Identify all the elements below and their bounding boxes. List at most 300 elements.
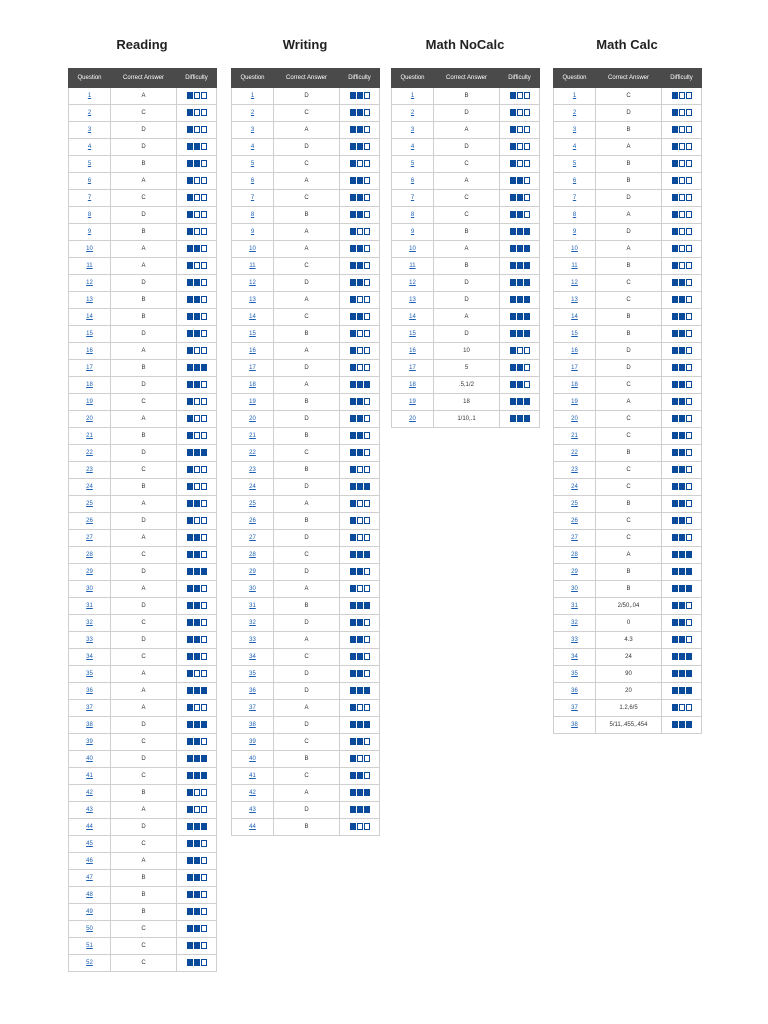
table-row: [69, 632, 217, 649]
question-link[interactable]: 20: [571, 416, 578, 422]
question-link[interactable]: 17: [409, 365, 416, 371]
difficulty-square-empty-icon: [194, 415, 200, 422]
difficulty-square-empty-icon: [201, 585, 207, 592]
question-link[interactable]: 4: [572, 144, 577, 150]
question-link[interactable]: 16: [409, 348, 416, 354]
difficulty-square-empty-icon: [524, 381, 530, 388]
question-cell: [232, 581, 274, 598]
question-link[interactable]: 7: [250, 195, 255, 201]
question-link[interactable]: 20: [409, 416, 416, 422]
question-link[interactable]: 10: [571, 246, 578, 252]
question-link[interactable]: 38: [571, 722, 578, 728]
question-link[interactable]: 38: [249, 722, 256, 728]
question-link[interactable]: 21: [571, 433, 578, 439]
question-link[interactable]: 46: [86, 858, 93, 864]
question-link[interactable]: 17: [571, 365, 578, 371]
difficulty-square-empty-icon: [364, 194, 370, 201]
difficulty-cell: [340, 190, 380, 207]
question-link[interactable]: 30: [249, 586, 256, 592]
difficulty-square-filled-icon: [350, 721, 356, 728]
question-link[interactable]: 41: [249, 773, 256, 779]
difficulty-meter: [187, 500, 207, 507]
answer-cell: C: [596, 462, 662, 479]
question-cell: [232, 105, 274, 122]
question-link[interactable]: 36: [571, 688, 578, 694]
question-link[interactable]: 28: [571, 552, 578, 558]
table-row: [69, 683, 217, 700]
question-cell: [69, 632, 111, 649]
table-row: [232, 632, 380, 649]
question-link[interactable]: 38: [86, 722, 93, 728]
answer-cell: C: [111, 394, 177, 411]
question-link[interactable]: 15: [409, 331, 416, 337]
difficulty-square-filled-icon: [350, 347, 356, 354]
question-link[interactable]: 35: [86, 671, 93, 677]
difficulty-square-filled-icon: [350, 432, 356, 439]
difficulty-square-filled-icon: [517, 245, 523, 252]
answer-cell: B: [596, 156, 662, 173]
question-link[interactable]: 8: [87, 212, 92, 218]
question-link[interactable]: 12: [409, 280, 416, 286]
difficulty-square-empty-icon: [357, 823, 363, 830]
difficulty-meter: [187, 908, 207, 915]
difficulty-meter: [350, 636, 370, 643]
table-row: [554, 581, 702, 598]
table-row: [69, 122, 217, 139]
question-link[interactable]: 8: [410, 212, 415, 218]
question-link[interactable]: 11: [249, 263, 256, 269]
difficulty-cell: [662, 581, 702, 598]
question-link[interactable]: 25: [86, 501, 93, 507]
table-row: [69, 751, 217, 768]
question-link[interactable]: 10: [249, 246, 256, 252]
difficulty-cell: [662, 207, 702, 224]
difficulty-square-filled-icon: [187, 381, 193, 388]
question-link[interactable]: 1: [250, 93, 255, 99]
difficulty-cell: [662, 122, 702, 139]
question-link[interactable]: 30: [86, 586, 93, 592]
difficulty-square-filled-icon: [187, 534, 193, 541]
question-link[interactable]: 37: [86, 705, 93, 711]
difficulty-meter: [672, 177, 692, 184]
difficulty-square-empty-icon: [517, 126, 523, 133]
difficulty-square-filled-icon: [679, 381, 685, 388]
question-link[interactable]: 18: [409, 382, 416, 388]
table-row: [392, 360, 540, 377]
question-link[interactable]: 9: [250, 229, 255, 235]
answer-cell: 1/10,.1: [434, 411, 500, 428]
question-link[interactable]: 19: [249, 399, 256, 405]
answer-cell: A: [274, 785, 340, 802]
table-row: [69, 292, 217, 309]
difficulty-meter: [510, 143, 530, 150]
question-link[interactable]: 17: [86, 365, 93, 371]
difficulty-cell: [500, 122, 540, 139]
answer-cell: B: [274, 819, 340, 836]
difficulty-meter: [350, 109, 370, 116]
difficulty-square-filled-icon: [510, 245, 516, 252]
difficulty-square-filled-icon: [686, 653, 692, 660]
question-link[interactable]: 18: [86, 382, 93, 388]
question-cell: [554, 632, 596, 649]
answer-cell: D: [434, 105, 500, 122]
difficulty-meter: [187, 772, 207, 779]
difficulty-square-filled-icon: [201, 755, 207, 762]
question-link[interactable]: 51: [86, 943, 93, 949]
difficulty-square-filled-icon: [187, 143, 193, 150]
question-link[interactable]: 24: [86, 484, 93, 490]
question-link[interactable]: 26: [571, 518, 578, 524]
question-link[interactable]: 28: [86, 552, 93, 558]
question-link[interactable]: 16: [571, 348, 578, 354]
question-link[interactable]: 32: [86, 620, 93, 626]
question-link[interactable]: 8: [572, 212, 577, 218]
table-row: [232, 785, 380, 802]
difficulty-cell: [500, 105, 540, 122]
question-cell: [554, 139, 596, 156]
question-link[interactable]: 11: [571, 263, 578, 269]
question-cell: [554, 700, 596, 717]
difficulty-square-filled-icon: [357, 279, 363, 286]
difficulty-square-empty-icon: [194, 517, 200, 524]
question-cell: [232, 360, 274, 377]
difficulty-cell: [177, 751, 217, 768]
question-link[interactable]: 26: [249, 518, 256, 524]
question-link[interactable]: 37: [571, 705, 578, 711]
answer-cell: D: [274, 275, 340, 292]
question-link[interactable]: 50: [86, 926, 93, 932]
difficulty-cell: [340, 275, 380, 292]
question-link[interactable]: 23: [571, 467, 578, 473]
answer-cell: A: [111, 802, 177, 819]
question-link[interactable]: 32: [571, 620, 578, 626]
table-row: [69, 666, 217, 683]
question-link[interactable]: 7: [410, 195, 415, 201]
question-link[interactable]: 4: [87, 144, 92, 150]
difficulty-square-empty-icon: [679, 177, 685, 184]
difficulty-square-filled-icon: [510, 330, 516, 337]
answer-cell: B: [596, 564, 662, 581]
question-link[interactable]: 29: [571, 569, 578, 575]
difficulty-cell: [177, 173, 217, 190]
difficulty-meter: [672, 534, 692, 541]
question-link[interactable]: 32: [249, 620, 256, 626]
question-link[interactable]: 25: [249, 501, 256, 507]
table-row: [554, 190, 702, 207]
question-link[interactable]: 30: [571, 586, 578, 592]
question-link[interactable]: 22: [249, 450, 256, 456]
difficulty-meter: [187, 211, 207, 218]
question-link[interactable]: 42: [249, 790, 256, 796]
difficulty-cell: [662, 224, 702, 241]
question-link[interactable]: 21: [249, 433, 256, 439]
table-row: [392, 326, 540, 343]
question-link[interactable]: 44: [86, 824, 93, 830]
question-link[interactable]: 33: [86, 637, 93, 643]
question-link[interactable]: 36: [86, 688, 93, 694]
question-link[interactable]: 3: [572, 127, 577, 133]
question-link[interactable]: 2: [572, 110, 577, 116]
question-link[interactable]: 41: [86, 773, 93, 779]
question-link[interactable]: 6: [250, 178, 255, 184]
question-link[interactable]: 20: [249, 416, 256, 422]
difficulty-square-filled-icon: [187, 364, 193, 371]
difficulty-square-filled-icon: [194, 823, 200, 830]
question-cell: [554, 343, 596, 360]
question-link[interactable]: 15: [571, 331, 578, 337]
difficulty-meter: [187, 330, 207, 337]
section-title: Math Calc: [596, 37, 658, 52]
question-link[interactable]: 5: [410, 161, 415, 167]
question-link[interactable]: 40: [249, 756, 256, 762]
question-link[interactable]: 5: [250, 161, 255, 167]
question-link[interactable]: 31: [86, 603, 93, 609]
question-link[interactable]: 3: [410, 127, 415, 133]
question-link[interactable]: 40: [86, 756, 93, 762]
question-link[interactable]: 35: [571, 671, 578, 677]
reading-section: [68, 34, 216, 972]
question-link[interactable]: 9: [410, 229, 415, 235]
difficulty-square-filled-icon: [357, 449, 363, 456]
difficulty-cell: [177, 666, 217, 683]
question-link[interactable]: 14: [409, 314, 416, 320]
question-link[interactable]: 44: [249, 824, 256, 830]
question-link[interactable]: 39: [249, 739, 256, 745]
difficulty-cell: [662, 326, 702, 343]
question-link[interactable]: 10: [409, 246, 416, 252]
question-link[interactable]: 35: [249, 671, 256, 677]
difficulty-square-filled-icon: [350, 415, 356, 422]
difficulty-square-empty-icon: [686, 483, 692, 490]
question-link[interactable]: 43: [86, 807, 93, 813]
question-link[interactable]: 6: [572, 178, 577, 184]
difficulty-square-filled-icon: [194, 755, 200, 762]
difficulty-square-empty-icon: [364, 704, 370, 711]
question-link[interactable]: 16: [86, 348, 93, 354]
question-link[interactable]: 37: [249, 705, 256, 711]
question-link[interactable]: 12: [86, 280, 93, 286]
question-link[interactable]: 2: [410, 110, 415, 116]
question-link[interactable]: 13: [86, 297, 93, 303]
difficulty-square-filled-icon: [510, 126, 516, 133]
difficulty-meter: [187, 602, 207, 609]
question-link[interactable]: 34: [86, 654, 93, 660]
question-link[interactable]: 24: [249, 484, 256, 490]
difficulty-square-empty-icon: [686, 466, 692, 473]
difficulty-meter: [510, 92, 530, 99]
difficulty-square-empty-icon: [517, 92, 523, 99]
difficulty-square-empty-icon: [194, 704, 200, 711]
question-link[interactable]: 6: [410, 178, 415, 184]
question-link[interactable]: 1: [87, 93, 92, 99]
question-link[interactable]: 3: [250, 127, 255, 133]
difficulty-square-filled-icon: [350, 245, 356, 252]
question-link[interactable]: 29: [86, 569, 93, 575]
question-cell: [232, 513, 274, 530]
question-link[interactable]: 7: [87, 195, 92, 201]
difficulty-square-empty-icon: [364, 415, 370, 422]
difficulty-cell: [662, 547, 702, 564]
difficulty-square-filled-icon: [194, 636, 200, 643]
question-cell: [69, 139, 111, 156]
question-link[interactable]: 28: [249, 552, 256, 558]
question-link[interactable]: 27: [571, 535, 578, 541]
difficulty-square-filled-icon: [510, 415, 516, 422]
question-link[interactable]: 18: [571, 382, 578, 388]
question-link[interactable]: 24: [571, 484, 578, 490]
question-link[interactable]: 11: [86, 263, 93, 269]
question-link[interactable]: 4: [410, 144, 415, 150]
question-link[interactable]: 13: [571, 297, 578, 303]
question-link[interactable]: 22: [86, 450, 93, 456]
question-link[interactable]: 33: [249, 637, 256, 643]
answer-cell: D: [434, 139, 500, 156]
difficulty-square-filled-icon: [187, 636, 193, 643]
difficulty-cell: [340, 649, 380, 666]
difficulty-square-filled-icon: [679, 653, 685, 660]
question-link[interactable]: 12: [571, 280, 578, 286]
difficulty-square-filled-icon: [350, 466, 356, 473]
difficulty-square-filled-icon: [510, 92, 516, 99]
difficulty-square-empty-icon: [201, 296, 207, 303]
question-link[interactable]: 5: [87, 161, 92, 167]
question-link[interactable]: 20: [86, 416, 93, 422]
question-link[interactable]: 19: [86, 399, 93, 405]
question-link[interactable]: 12: [249, 280, 256, 286]
question-link[interactable]: 14: [571, 314, 578, 320]
question-link[interactable]: 31: [249, 603, 256, 609]
question-link[interactable]: 11: [409, 263, 416, 269]
question-link[interactable]: 26: [86, 518, 93, 524]
question-link[interactable]: 15: [249, 331, 256, 337]
difficulty-square-filled-icon: [357, 92, 363, 99]
difficulty-cell: [340, 139, 380, 156]
question-link[interactable]: 31: [571, 603, 578, 609]
difficulty-square-filled-icon: [510, 211, 516, 218]
question-link[interactable]: 25: [571, 501, 578, 507]
answer-cell: B: [274, 326, 340, 343]
difficulty-square-empty-icon: [686, 262, 692, 269]
answer-cell: C: [111, 836, 177, 853]
question-link[interactable]: 23: [249, 467, 256, 473]
question-link[interactable]: 9: [87, 229, 92, 235]
difficulty-square-filled-icon: [194, 874, 200, 881]
question-link[interactable]: 10: [86, 246, 93, 252]
difficulty-cell: [340, 802, 380, 819]
question-link[interactable]: 27: [249, 535, 256, 541]
question-link[interactable]: 22: [571, 450, 578, 456]
question-link[interactable]: 49: [86, 909, 93, 915]
difficulty-meter: [187, 177, 207, 184]
question-link[interactable]: 1: [410, 93, 415, 99]
difficulty-meter: [350, 296, 370, 303]
question-link[interactable]: 8: [250, 212, 255, 218]
question-link[interactable]: 42: [86, 790, 93, 796]
question-link[interactable]: 13: [409, 297, 416, 303]
question-link[interactable]: 27: [86, 535, 93, 541]
difficulty-square-filled-icon: [672, 517, 678, 524]
question-link[interactable]: 17: [249, 365, 256, 371]
question-link[interactable]: 19: [409, 399, 416, 405]
difficulty-cell: [340, 785, 380, 802]
answer-cell: D: [111, 326, 177, 343]
difficulty-square-empty-icon: [194, 211, 200, 218]
question-link[interactable]: 2: [87, 110, 92, 116]
difficulty-meter: [187, 517, 207, 524]
table-row: [392, 88, 540, 105]
difficulty-square-empty-icon: [524, 211, 530, 218]
question-link[interactable]: 14: [249, 314, 256, 320]
question-link[interactable]: 9: [572, 229, 577, 235]
difficulty-square-filled-icon: [679, 517, 685, 524]
question-link[interactable]: 16: [249, 348, 256, 354]
question-link[interactable]: 34: [249, 654, 256, 660]
table-row: [232, 700, 380, 717]
difficulty-square-empty-icon: [364, 262, 370, 269]
difficulty-square-filled-icon: [357, 687, 363, 694]
question-link[interactable]: 36: [249, 688, 256, 694]
difficulty-meter: [187, 619, 207, 626]
question-link[interactable]: 23: [86, 467, 93, 473]
question-link[interactable]: 13: [249, 297, 256, 303]
question-link[interactable]: 45: [86, 841, 93, 847]
difficulty-meter: [350, 262, 370, 269]
question-link[interactable]: 33: [571, 637, 578, 643]
difficulty-meter: [187, 738, 207, 745]
difficulty-square-empty-icon: [357, 347, 363, 354]
question-link[interactable]: 39: [86, 739, 93, 745]
question-link[interactable]: 19: [571, 399, 578, 405]
question-link[interactable]: 3: [87, 127, 92, 133]
question-link[interactable]: 2: [250, 110, 255, 116]
table-row: [69, 819, 217, 836]
difficulty-square-filled-icon: [350, 177, 356, 184]
question-cell: [69, 768, 111, 785]
question-cell: [554, 105, 596, 122]
question-link[interactable]: 1: [572, 93, 577, 99]
question-link[interactable]: 14: [86, 314, 93, 320]
question-link[interactable]: 43: [249, 807, 256, 813]
difficulty-square-filled-icon: [350, 551, 356, 558]
difficulty-cell: [340, 309, 380, 326]
difficulty-square-empty-icon: [201, 551, 207, 558]
table-row: [232, 530, 380, 547]
table-row: [69, 700, 217, 717]
question-link[interactable]: 21: [86, 433, 93, 439]
question-link[interactable]: 4: [250, 144, 255, 150]
question-link[interactable]: 52: [86, 960, 93, 966]
question-link[interactable]: 5: [572, 161, 577, 167]
question-link[interactable]: 29: [249, 569, 256, 575]
question-link[interactable]: 47: [86, 875, 93, 881]
difficulty-cell: [177, 564, 217, 581]
question-link[interactable]: 7: [572, 195, 577, 201]
difficulty-cell: [177, 258, 217, 275]
question-link[interactable]: 48: [86, 892, 93, 898]
difficulty-cell: [177, 275, 217, 292]
question-link[interactable]: 15: [86, 331, 93, 337]
question-cell: [554, 88, 596, 105]
difficulty-square-filled-icon: [672, 449, 678, 456]
question-link[interactable]: 18: [249, 382, 256, 388]
answer-cell: A: [596, 207, 662, 224]
question-cell: [232, 598, 274, 615]
question-cell: [392, 275, 434, 292]
difficulty-square-empty-icon: [364, 143, 370, 150]
question-cell: [69, 105, 111, 122]
question-link[interactable]: 6: [87, 178, 92, 184]
question-link[interactable]: 34: [571, 654, 578, 660]
